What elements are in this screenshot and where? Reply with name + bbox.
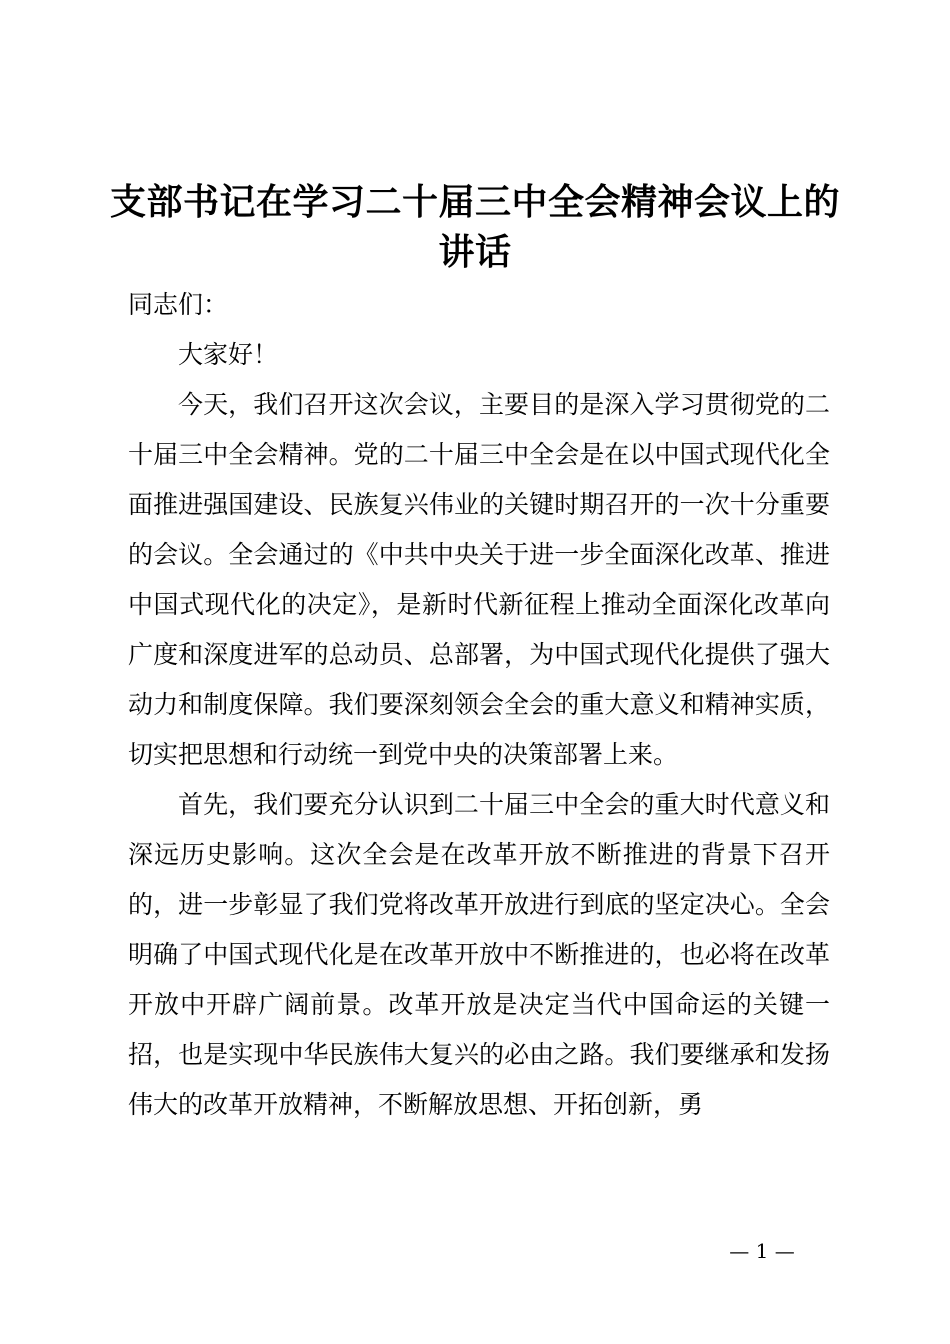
salutation: 同志们： — [128, 290, 229, 319]
page-number: — 1 — — [729, 1239, 795, 1263]
document-title — [110, 178, 840, 278]
greeting: 大家好！ — [178, 340, 279, 369]
paragraph-2: 首先，我们要充分认识到二十届三中全会的重大时代意义和深远历史影响。这次全会是在改革开放不断推进的背景下召开的，进一步彰显了我们党将改革开放进行到底的坚定决心。全会明确了中国式现代化是在改革开放中不断推进的，也必将在改革开放中开辟广阔前景。改革开放是决定当代中国命运的关键一招，也是实现中华民族伟大复兴的必由之路。我们要继承和发扬伟大的改革开放精神，不断解放思想、开拓创新，勇 — [128, 790, 830, 1119]
title-line-2: 讲话 — [438, 232, 512, 273]
paragraph-1: 今天，我们召开这次会议，主要目的是深入学习贯彻党的二十届三中全会精神。党的二十届三中全会是在以中国式现代化全面推进强国建设、民族复兴伟业的关键时期召开的一次十分重要的会议。全会通过的《中共中央关于进一步全面深化改革、推进中国式现代化的决定》，是新时代新征程上推动全面深化改革向广度和深度进军的总动员、总部署，为中国式现代化提供了强大动力和制度保障。我们要深刻领会全会的重大意义和精神实质，切实把思想和行动统一到党中央的决策部署上来。 — [128, 390, 830, 769]
title-line-1: 支部书记在学习二十届三中全会精神会议上的 — [110, 182, 841, 223]
document-body — [128, 280, 830, 1130]
